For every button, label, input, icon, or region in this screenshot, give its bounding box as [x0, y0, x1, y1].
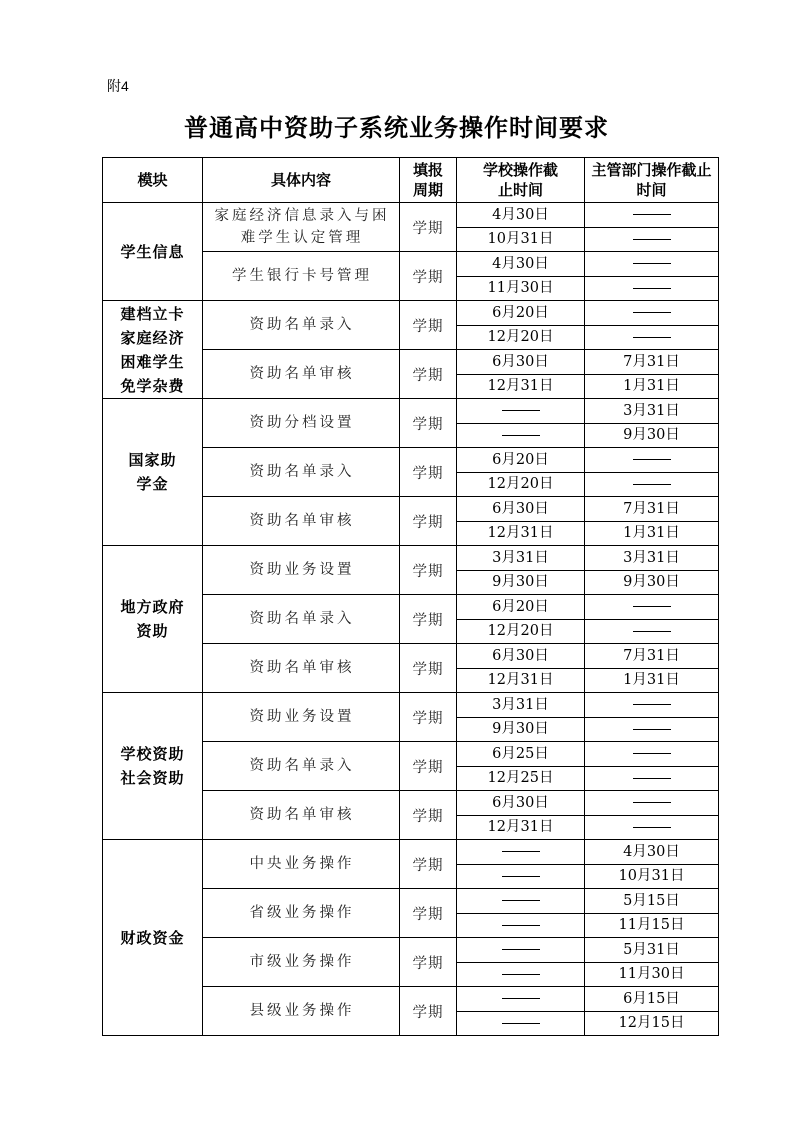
deadline-date: 1月31日 — [623, 672, 680, 689]
table-row — [103, 203, 719, 228]
module-name: 建档立卡家庭经济困难学生免学杂费 — [120, 304, 185, 395]
deadline-date: 4月30日 — [492, 255, 549, 272]
dept-deadline-cell — [585, 448, 719, 473]
dept-deadline-cell — [585, 203, 719, 228]
dept-deadline-cell — [585, 987, 719, 1012]
period-cell — [400, 546, 457, 595]
dash-mark — [502, 949, 540, 950]
dash-mark — [502, 974, 540, 975]
content-cell — [203, 301, 400, 350]
deadline-date: 12月20日 — [487, 476, 554, 493]
school-deadline-cell — [457, 1011, 585, 1036]
deadline-date: 9月30日 — [492, 721, 549, 738]
content-cell — [203, 889, 400, 938]
header-row — [103, 158, 719, 203]
deadline-date: 5月15日 — [623, 892, 680, 909]
dash-mark — [633, 753, 671, 754]
dept-deadline-cell — [585, 742, 719, 767]
dash-mark — [633, 802, 671, 803]
dept-deadline-cell — [585, 423, 719, 448]
school-deadline-cell — [457, 570, 585, 595]
deadline-date: 11月30日 — [487, 280, 554, 297]
school-deadline-cell — [457, 938, 585, 963]
deadline-date: 6月30日 — [492, 647, 549, 664]
dash-mark — [633, 778, 671, 779]
content-text: 家庭经济信息录入与困难学生认定管理 — [214, 208, 390, 246]
dash-mark — [633, 337, 671, 338]
deadline-date: 4月30日 — [492, 206, 549, 223]
module-name: 地方政府资助 — [120, 598, 185, 640]
school-deadline-cell — [457, 644, 585, 669]
period-text: 学期 — [412, 367, 444, 384]
period-text: 学期 — [412, 514, 444, 531]
school-deadline-cell — [457, 595, 585, 620]
deadline-date: 11月30日 — [618, 966, 685, 983]
period-cell — [400, 399, 457, 448]
school-deadline-cell — [457, 227, 585, 252]
school-deadline-cell — [457, 619, 585, 644]
table-row — [103, 546, 719, 571]
content-cell — [203, 840, 400, 889]
dash-mark — [633, 312, 671, 313]
content-cell — [203, 350, 400, 399]
module-name: 国家助学金 — [128, 451, 177, 493]
school-deadline-cell — [457, 546, 585, 571]
content-text: 县级业务操作 — [249, 1003, 355, 1019]
dash-mark — [633, 288, 671, 289]
module-cell — [103, 546, 203, 693]
period-cell — [400, 693, 457, 742]
dept-deadline-cell — [585, 252, 719, 277]
period-cell — [400, 203, 457, 252]
header-dept-label: 主管部门操作截止时间 — [591, 161, 712, 199]
period-cell — [400, 497, 457, 546]
period-text: 学期 — [412, 906, 444, 923]
dept-deadline-cell — [585, 301, 719, 326]
dept-deadline-cell — [585, 815, 719, 840]
deadline-date: 6月25日 — [492, 745, 549, 762]
module-name: 财政资金 — [120, 928, 185, 947]
school-deadline-cell — [457, 448, 585, 473]
period-cell — [400, 595, 457, 644]
period-text: 学期 — [412, 661, 444, 678]
content-text: 资助业务设置 — [249, 709, 355, 725]
content-text: 资助名单录入 — [249, 611, 355, 627]
deadline-date: 1月31日 — [623, 525, 680, 542]
deadline-date: 6月20日 — [492, 304, 549, 321]
dept-deadline-cell — [585, 766, 719, 791]
school-deadline-cell — [457, 399, 585, 424]
deadline-date: 9月30日 — [623, 427, 680, 444]
module-cell — [103, 203, 203, 301]
period-text: 学期 — [412, 612, 444, 629]
header-period-label: 填报周期 — [412, 161, 443, 199]
period-cell — [400, 742, 457, 791]
deadline-date: 3月31日 — [623, 402, 680, 419]
school-deadline-cell — [457, 766, 585, 791]
dept-deadline-cell — [585, 791, 719, 816]
content-text: 市级业务操作 — [249, 954, 355, 970]
dash-mark — [502, 410, 540, 411]
header-module-label: 模块 — [137, 171, 168, 189]
period-text: 学期 — [412, 857, 444, 874]
school-deadline-cell — [457, 276, 585, 301]
dash-mark — [502, 435, 540, 436]
school-deadline-cell — [457, 913, 585, 938]
deadline-date: 12月20日 — [487, 329, 554, 346]
period-cell — [400, 987, 457, 1036]
dash-mark — [633, 827, 671, 828]
period-text: 学期 — [412, 710, 444, 727]
content-cell — [203, 938, 400, 987]
school-deadline-cell — [457, 693, 585, 718]
dept-deadline-cell — [585, 962, 719, 987]
table-row — [103, 693, 719, 718]
deadline-date: 3月31日 — [623, 549, 680, 566]
school-deadline-cell — [457, 742, 585, 767]
content-cell — [203, 497, 400, 546]
school-deadline-cell — [457, 374, 585, 399]
school-deadline-cell — [457, 521, 585, 546]
module-cell — [103, 840, 203, 1036]
content-cell — [203, 448, 400, 497]
content-cell — [203, 742, 400, 791]
period-text: 学期 — [412, 808, 444, 825]
deadline-date: 6月30日 — [492, 353, 549, 370]
deadline-date: 12月31日 — [487, 525, 554, 542]
content-text: 资助名单录入 — [249, 464, 355, 480]
deadline-date: 4月30日 — [623, 843, 680, 860]
period-text: 学期 — [412, 955, 444, 972]
dash-mark — [502, 851, 540, 852]
period-cell — [400, 301, 457, 350]
content-text: 资助分档设置 — [249, 415, 355, 431]
deadline-date: 12月25日 — [487, 770, 554, 787]
period-cell — [400, 840, 457, 889]
dash-mark — [633, 704, 671, 705]
deadline-date: 1月31日 — [623, 378, 680, 395]
school-deadline-cell — [457, 423, 585, 448]
module-cell — [103, 693, 203, 840]
period-cell — [400, 889, 457, 938]
content-cell — [203, 252, 400, 301]
deadline-date: 12月15日 — [618, 1015, 685, 1032]
school-deadline-cell — [457, 962, 585, 987]
dash-mark — [502, 900, 540, 901]
school-deadline-cell — [457, 717, 585, 742]
period-text: 学期 — [412, 465, 444, 482]
deadline-date: 12月31日 — [487, 672, 554, 689]
table-row — [103, 301, 719, 326]
period-cell — [400, 791, 457, 840]
period-cell — [400, 938, 457, 987]
dept-deadline-cell — [585, 521, 719, 546]
header-period — [400, 158, 457, 203]
table-row — [103, 840, 719, 865]
content-text: 资助名单审核 — [249, 660, 355, 676]
content-cell — [203, 987, 400, 1036]
dash-mark — [633, 239, 671, 240]
deadline-date: 6月30日 — [492, 500, 549, 517]
module-cell — [103, 399, 203, 546]
school-deadline-cell — [457, 472, 585, 497]
dept-deadline-cell — [585, 913, 719, 938]
dept-deadline-cell — [585, 570, 719, 595]
header-dept-deadline — [585, 158, 719, 203]
dash-mark — [502, 876, 540, 877]
dash-mark — [633, 214, 671, 215]
deadline-date: 7月31日 — [623, 353, 680, 370]
school-deadline-cell — [457, 203, 585, 228]
deadline-date: 7月31日 — [623, 500, 680, 517]
deadline-date: 12月31日 — [487, 378, 554, 395]
dept-deadline-cell — [585, 546, 719, 571]
dept-deadline-cell — [585, 889, 719, 914]
dash-mark — [502, 925, 540, 926]
content-text: 中央业务操作 — [249, 856, 355, 872]
period-text: 学期 — [412, 416, 444, 433]
dash-mark — [502, 1023, 540, 1024]
dept-deadline-cell — [585, 668, 719, 693]
dept-deadline-cell — [585, 227, 719, 252]
dept-deadline-cell — [585, 717, 719, 742]
school-deadline-cell — [457, 668, 585, 693]
dash-mark — [633, 459, 671, 460]
schedule-table — [102, 157, 719, 1036]
content-cell — [203, 399, 400, 448]
content-cell — [203, 791, 400, 840]
dash-mark — [502, 998, 540, 999]
dash-mark — [633, 606, 671, 607]
school-deadline-cell — [457, 301, 585, 326]
deadline-date: 9月30日 — [623, 574, 680, 591]
period-text: 学期 — [412, 563, 444, 580]
school-deadline-cell — [457, 791, 585, 816]
dash-mark — [633, 631, 671, 632]
content-cell — [203, 595, 400, 644]
content-cell — [203, 693, 400, 742]
content-text: 资助名单录入 — [249, 317, 355, 333]
content-cell — [203, 546, 400, 595]
dept-deadline-cell — [585, 350, 719, 375]
content-text: 资助名单审核 — [249, 807, 355, 823]
dept-deadline-cell — [585, 325, 719, 350]
content-cell — [203, 203, 400, 252]
dash-mark — [633, 729, 671, 730]
header-content-label: 具体内容 — [270, 171, 331, 189]
deadline-date: 6月20日 — [492, 451, 549, 468]
deadline-date: 5月31日 — [623, 941, 680, 958]
period-text: 学期 — [412, 1004, 444, 1021]
school-deadline-cell — [457, 350, 585, 375]
dept-deadline-cell — [585, 1011, 719, 1036]
header-school-deadline — [457, 158, 585, 203]
header-content — [203, 158, 400, 203]
deadline-date: 3月31日 — [492, 549, 549, 566]
school-deadline-cell — [457, 252, 585, 277]
dept-deadline-cell — [585, 497, 719, 522]
table-row — [103, 399, 719, 424]
dept-deadline-cell — [585, 276, 719, 301]
period-text: 学期 — [412, 220, 444, 237]
period-cell — [400, 448, 457, 497]
dash-mark — [633, 484, 671, 485]
school-deadline-cell — [457, 497, 585, 522]
period-text: 学期 — [412, 759, 444, 776]
dept-deadline-cell — [585, 938, 719, 963]
dept-deadline-cell — [585, 644, 719, 669]
deadline-date: 10月31日 — [618, 868, 685, 885]
dept-deadline-cell — [585, 864, 719, 889]
table-body — [103, 203, 719, 1036]
dept-deadline-cell — [585, 619, 719, 644]
content-text: 资助业务设置 — [249, 562, 355, 578]
period-cell — [400, 644, 457, 693]
deadline-date: 11月15日 — [618, 917, 685, 934]
content-text: 资助名单审核 — [249, 513, 355, 529]
dept-deadline-cell — [585, 399, 719, 424]
school-deadline-cell — [457, 864, 585, 889]
school-deadline-cell — [457, 987, 585, 1012]
period-cell — [400, 252, 457, 301]
deadline-date: 9月30日 — [492, 574, 549, 591]
dept-deadline-cell — [585, 595, 719, 620]
deadline-date: 6月30日 — [492, 794, 549, 811]
module-cell — [103, 301, 203, 399]
deadline-date: 6月15日 — [623, 990, 680, 1007]
content-cell — [203, 644, 400, 693]
period-text: 学期 — [412, 269, 444, 286]
period-text: 学期 — [412, 318, 444, 335]
module-name: 学生信息 — [120, 242, 185, 261]
school-deadline-cell — [457, 840, 585, 865]
school-deadline-cell — [457, 815, 585, 840]
header-school-label: 学校操作截止时间 — [483, 161, 559, 199]
content-text: 学生银行卡号管理 — [232, 268, 372, 284]
header-module — [103, 158, 203, 203]
deadline-date: 12月20日 — [487, 623, 554, 640]
dept-deadline-cell — [585, 374, 719, 399]
dept-deadline-cell — [585, 840, 719, 865]
school-deadline-cell — [457, 889, 585, 914]
deadline-date: 10月31日 — [487, 231, 554, 248]
content-text: 资助名单录入 — [249, 758, 355, 774]
dash-mark — [633, 263, 671, 264]
deadline-date: 3月31日 — [492, 696, 549, 713]
module-name: 学校资助社会资助 — [120, 745, 185, 787]
dept-deadline-cell — [585, 693, 719, 718]
content-text: 省级业务操作 — [249, 905, 355, 921]
deadline-date: 7月31日 — [623, 647, 680, 664]
document-title: 普通高中资助子系统业务操作时间要求 — [184, 113, 609, 142]
content-text: 资助名单审核 — [249, 366, 355, 382]
school-deadline-cell — [457, 325, 585, 350]
deadline-date: 6月20日 — [492, 598, 549, 615]
attachment-label: 附4 — [107, 78, 129, 94]
dept-deadline-cell — [585, 472, 719, 497]
period-cell — [400, 350, 457, 399]
deadline-date: 12月31日 — [487, 819, 554, 836]
